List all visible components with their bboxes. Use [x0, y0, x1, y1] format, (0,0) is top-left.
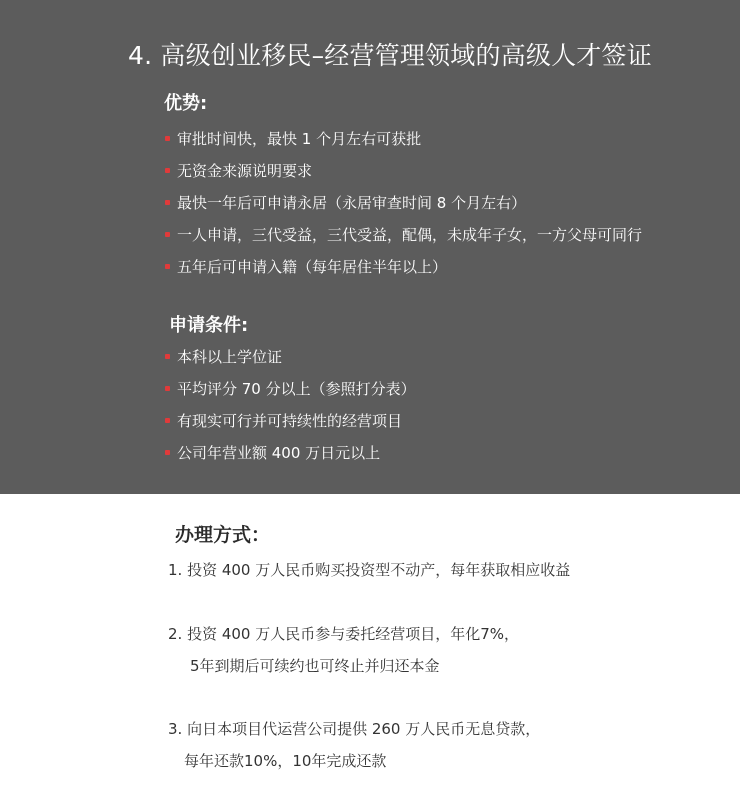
method-item-2: 2. 投资 400 万人民币参与委托经营项目，年化7%， — [168, 625, 520, 643]
methods-heading: 办理方式： — [175, 524, 271, 546]
method-item-3-continued: 每年还款10%，10年完成还款 — [184, 752, 387, 770]
list-item: 平均评分 70 分以上（参照打分表） — [163, 378, 416, 410]
method-item-2-continued: 5年到期后可续约也可终止并归还本金 — [190, 657, 440, 675]
bullet-icon — [165, 264, 170, 269]
list-item: 最快一年后可申请永居（永居审查时间 8 个月左右） — [163, 192, 642, 224]
conditions-heading: 申请条件: — [169, 315, 249, 336]
list-item: 五年后可申请入籍（每年居住半年以上） — [163, 256, 642, 288]
advantages-heading: 优势: — [164, 93, 208, 114]
list-item: 公司年营业额 400 万日元以上 — [163, 442, 416, 474]
method-item-1: 1. 投资 400 万人民币购买投资型不动产，每年获取相应收益 — [168, 561, 571, 579]
method-item-3: 3. 向日本项目代运营公司提供 260 万人民币无息贷款， — [168, 720, 541, 738]
list-item: 审批时间快，最快 1 个月左右可获批 — [163, 128, 642, 160]
bullet-icon — [165, 354, 170, 359]
conditions-list — [163, 346, 416, 474]
list-item: 无资金来源说明要求 — [163, 160, 642, 192]
page-title: 4. 高级创业移民–经营管理领域的高级人才签证 — [128, 41, 652, 70]
list-item: 有现实可行并可持续性的经营项目 — [163, 410, 416, 442]
list-item: 本科以上学位证 — [163, 346, 416, 378]
list-item: 一人申请，三代受益，三代受益，配偶，未成年子女，一方父母可同行 — [163, 224, 642, 256]
bullet-icon — [165, 136, 170, 141]
bullet-icon — [165, 168, 170, 173]
advantages-list — [163, 128, 642, 288]
bullet-icon — [165, 450, 170, 455]
bullet-icon — [165, 232, 170, 237]
bullet-icon — [165, 200, 170, 205]
bullet-icon — [165, 418, 170, 423]
bullet-icon — [165, 386, 170, 391]
